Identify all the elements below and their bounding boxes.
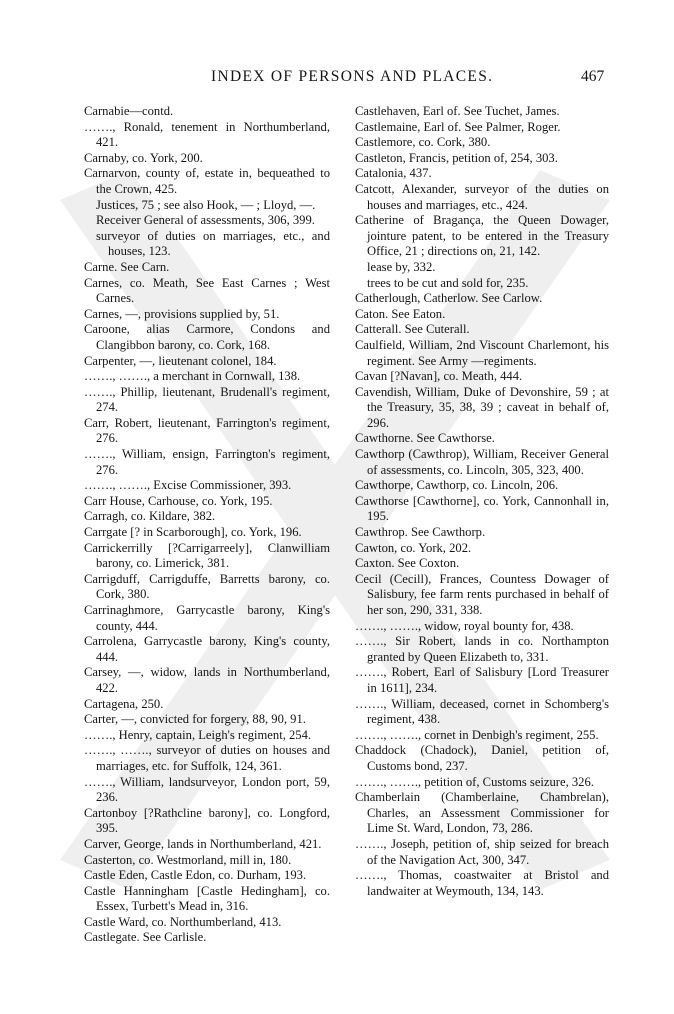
index-entry: Caxton. See Coxton.	[355, 556, 460, 571]
index-entry: Cawthorne. See Cawthorse.	[355, 431, 495, 446]
index-entry: ……., Sir Robert, lands in co. Northampton granted by Queen Elizabeth to, 331.	[355, 634, 609, 664]
index-entry: Cawton, co. York, 202.	[355, 540, 472, 555]
index-entry: Carpenter, —, lieutenant colonel, 184.	[84, 353, 277, 368]
index-entry: Carrickerrilly [?Carrigarreely], Clanwilliam barony, co. Limerick, 381.	[84, 540, 330, 571]
index-entry: Carr House, Carhouse, co. York, 195.	[84, 493, 273, 508]
index-entry: Castle Ward, co. Northumberland, 413.	[84, 914, 282, 929]
index-entry: Catterall. See Cuterall.	[355, 322, 470, 337]
index-entry: Castlegate. See Carlisle.	[84, 930, 207, 945]
index-entry: Catherine of Bragança, the Queen Dowager, jointure patent, to be entered in the Treasury Office, 21 ; directions on, 21, 142.	[355, 213, 609, 259]
index-entry: ……., Henry, captain, Leigh's regiment, 254.	[84, 727, 312, 742]
index-entry: ……., ……., Excise Commissioner, 393.	[84, 478, 292, 493]
index-entry: Carne. See Carn.	[84, 259, 170, 274]
index-entry: Carsey, —, widow, lands in Northumberland, 422.	[84, 665, 330, 695]
index-entry: Cavendish, William, Duke of Devonshire, 59 ; at the Treasury, 35, 38, 39 ; caveat in behalf of, 296.	[355, 384, 609, 430]
index-entry: Cecil (Cecill), Frances, Countess Dowager of Salisbury, fee farm rents purchased in behalf of her son, 290, 331, 338.	[355, 571, 609, 617]
index-entry: ……., Robert, Earl of Salisbury [Lord Treasurer in 1611], 234.	[355, 665, 609, 695]
index-entry: Carnabie—contd.	[84, 104, 174, 118]
index-entry: ……., ……., surveyor of duties on houses and marriages, etc. for Suffolk, 124, 361.	[84, 743, 330, 773]
index-entry: Castlemaine, Earl of. See Palmer, Roger.	[355, 119, 561, 134]
index-entry: surveyor of duties on marriages, etc., and houses, 123.	[96, 228, 330, 259]
running-title: INDEX OF PERSONS AND PLACES.	[211, 68, 494, 85]
index-entry: Cawthorpe, Cawthorp, co. Lincoln, 206.	[355, 478, 559, 493]
index-entry: trees to be cut and sold for, 235.	[367, 275, 529, 290]
index-entry: Carter, —, convicted for forgery, 88, 90, 91.	[84, 712, 306, 727]
index-entry: ……., Phillip, lieutenant, Brudenall's regiment, 274.	[84, 384, 330, 415]
index-entry: Catcott, Alexander, surveyor of the duties on houses and marriages, etc., 424.	[355, 181, 609, 212]
index-entry: Carrigduff, Carrigduffe, Barretts barony, co. Cork, 380.	[84, 571, 330, 602]
index-entry: Carrgate [? in Scarborough], co. York, 196.	[84, 525, 302, 540]
index-entry: Castle Eden, Castle Edon, co. Durham, 193.	[84, 868, 307, 883]
left-index-column	[84, 104, 330, 946]
index-entry: Caulfield, William, 2nd Viscount Charlemont, his regiment. See Army —regiments.	[355, 337, 609, 368]
index-entry: Carnarvon, county of, estate in, bequeathed to the Crown, 425.	[84, 166, 330, 196]
index-entry: Cartonboy [?Rathcline barony], co. Longford, 395.	[84, 805, 330, 836]
index-entry: Catherlough, Catherlow. See Carlow.	[355, 291, 543, 306]
index-entry: Cawthorp (Cawthrop), William, Receiver General of assessments, co. Lincoln, 305, 323, 400.	[355, 447, 609, 477]
index-entry: ……., William, ensign, Farrington's regiment, 276.	[84, 447, 330, 477]
index-entry: Carnes, —, provisions supplied by, 51.	[84, 306, 280, 321]
index-entry: Chamberlain (Chamberlaine, Chambrelan), Charles, an Assessment Commissioner for Lime St. Ward, London, 73, 286.	[355, 790, 609, 836]
index-entry: Carr, Robert, lieutenant, Farrington's regiment, 276.	[84, 415, 330, 446]
index-entry: Carrinaghmore, Garrycastle barony, King's county, 444.	[84, 603, 330, 633]
index-entry: Cawthorse [Cawthorne], co. York, Cannonhall in, 195.	[355, 493, 609, 524]
index-entry: Caroone, alias Carmore, Condons and Clangibbon barony, co. Cork, 168.	[84, 322, 330, 352]
index-entry: Receiver General of assessments, 306, 399.	[96, 213, 315, 228]
index-entry: Carver, George, lands in Northumberland, 421.	[84, 836, 322, 851]
index-entry: Castle Hanningham [Castle Hedingham], co. Essex, Turbett's Mead in, 316.	[84, 883, 330, 914]
index-entry: Castlemore, co. Cork, 380.	[355, 135, 491, 150]
index-entry: Caton. See Eaton.	[355, 306, 446, 321]
index-entry: ……., ……., a merchant in Cornwall, 138.	[84, 369, 301, 384]
index-entry: ……., William, landsurveyor, London port, 59, 236.	[84, 774, 330, 805]
index-entry: ……., Joseph, petition of, ship seized for breach of the Navigation Act, 300, 347.	[355, 836, 609, 867]
index-entry: Cartagena, 250.	[84, 696, 164, 711]
index-entry: Chaddock (Chadock), Daniel, petition of, Customs bond, 237.	[355, 743, 609, 773]
right-index-column	[355, 104, 609, 899]
index-entry: ……., Ronald, tenement in Northumberland, 421.	[84, 119, 330, 150]
index-entry: Justices, 75 ; see also Hook, — ; Lloyd, —.	[96, 197, 316, 212]
index-entry: lease by, 332.	[367, 259, 436, 274]
index-entry: Castlehaven, Earl of. See Tuchet, James.	[355, 104, 560, 118]
index-entry: Casterton, co. Westmorland, mill in, 180.	[84, 852, 292, 867]
index-entry: ……., ……., cornet in Denbigh's regiment, 255.	[355, 727, 599, 742]
index-entry: Cawthrop. See Cawthorp.	[355, 525, 486, 540]
index-entry: Carragh, co. Kildare, 382.	[84, 509, 216, 524]
index-entry: ……., ……., petition of, Customs seizure, 326.	[355, 774, 594, 789]
index-entry: Castleton, Francis, petition of, 254, 303.	[355, 150, 558, 165]
index-entry: ……., ……., widow, royal bounty for, 438.	[355, 618, 574, 633]
index-entry: ……., Thomas, coastwaiter at Bristol and landwaiter at Weymouth, 134, 143.	[355, 868, 609, 898]
index-entry: Carrolena, Garrycastle barony, King's county, 444.	[84, 634, 330, 664]
index-entry: Carnaby, co. York, 200.	[84, 150, 203, 165]
page-header	[0, 68, 674, 92]
page-number: 467	[581, 68, 605, 85]
index-entry: Catalonia, 437.	[355, 166, 432, 181]
index-entry: Cavan [?Navan], co. Meath, 444.	[355, 369, 523, 384]
index-entry: ……., William, deceased, cornet in Schomberg's regiment, 438.	[355, 696, 609, 727]
index-entry: Carnes, co. Meath, See East Carnes ; West Carnes.	[84, 275, 330, 306]
